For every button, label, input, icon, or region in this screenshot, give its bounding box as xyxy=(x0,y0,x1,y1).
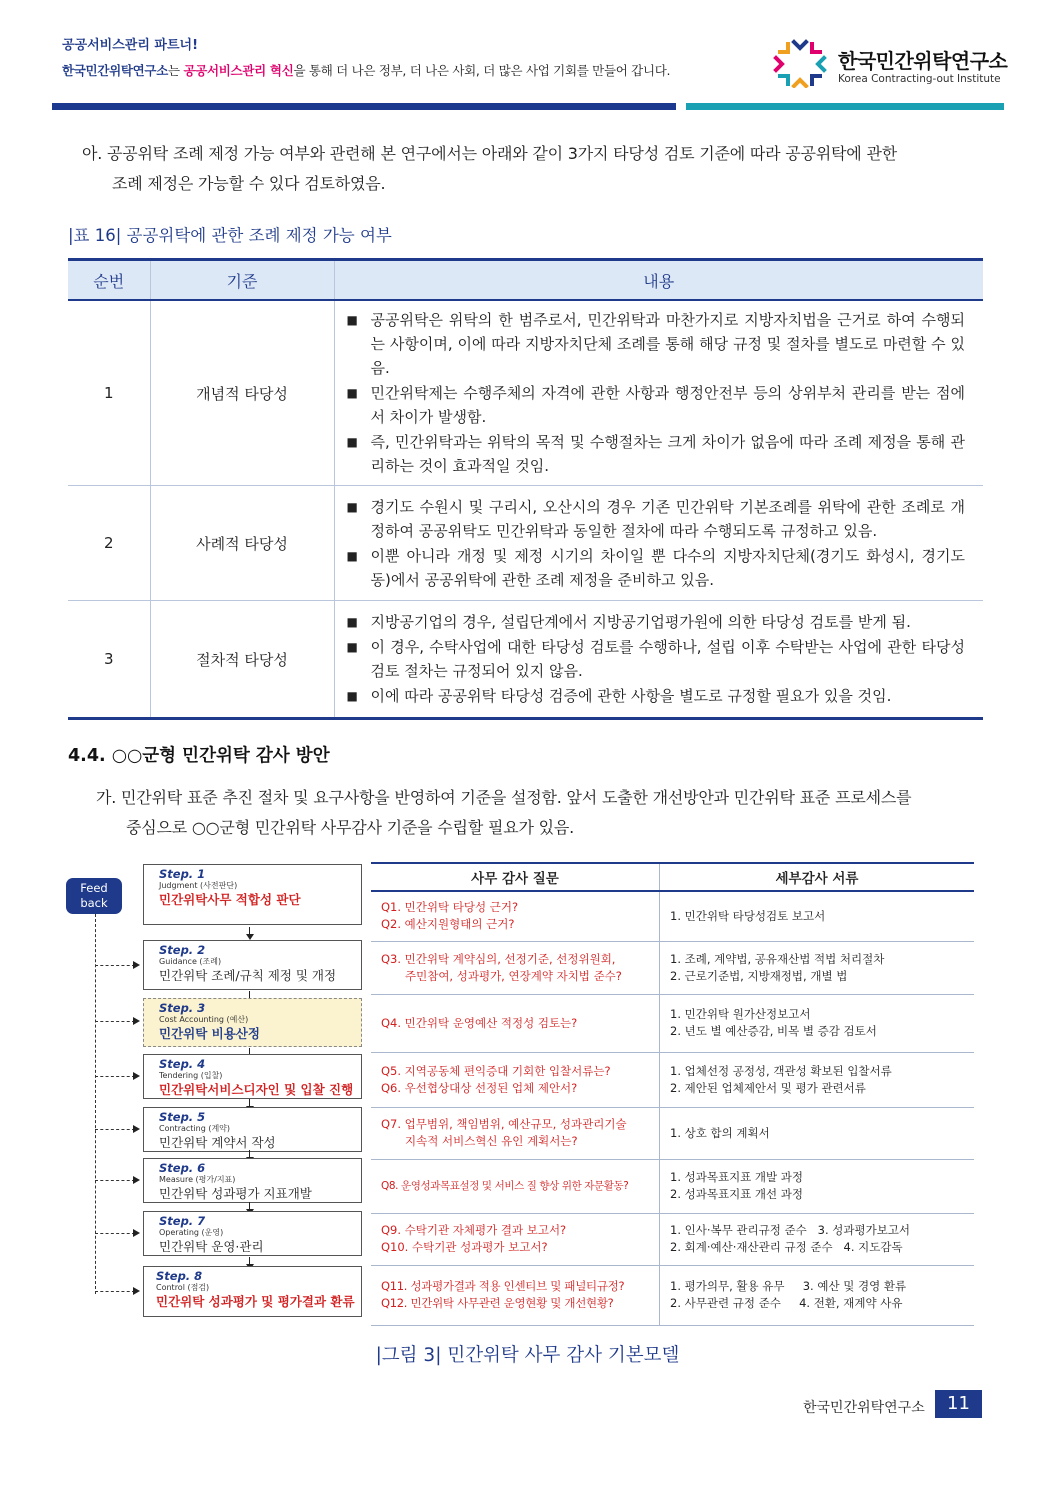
feedback-arrow-line xyxy=(95,1180,135,1181)
table-title: |표 16| 공공위탁에 관한 조례 제정 가능 여부 xyxy=(68,226,392,245)
process-step-5: Step. 5 Contracting (계약) 민간위탁 계약서 작성 xyxy=(143,1107,362,1152)
header-tagline: 공공서비스관리 파트너! xyxy=(62,38,199,53)
logo-korean-name: 한국민간위탁연구소 xyxy=(838,49,1008,73)
feedback-label-2: back xyxy=(80,896,108,910)
arrow-right-icon xyxy=(133,1176,140,1184)
square-bullet-icon: ■ xyxy=(346,689,358,703)
bullet-item: ■ 이에 따라 공공위탁 타당성 검증에 관한 사항을 별도로 규정할 필요가 있을 것임. xyxy=(347,684,966,708)
table-row xyxy=(68,601,983,719)
audit-documents: 1. 조례, 계약법, 공유재산법 적법 처리절차 2. 근로기준법, 지방재정법, 개별 법 xyxy=(660,941,975,994)
table-row xyxy=(68,300,983,486)
arrow-right-icon xyxy=(133,961,140,969)
audit-questions: Q8. 운영성과목표설정 및 서비스 질 향상 위한 자문활동? xyxy=(371,1159,660,1213)
row-content xyxy=(334,601,983,719)
arrow-right-icon xyxy=(133,1125,140,1133)
audit-documents: 1. 인사·복무 관리규정 준수 3. 성과평가보고서 2. 회계·예산·재산관리 규정 준수 4. 지도감독 xyxy=(660,1213,975,1265)
feedback-arrow-line xyxy=(95,1021,135,1022)
arrow-right-icon xyxy=(133,1017,140,1025)
feedback-arrow-line xyxy=(95,1129,135,1130)
square-bullet-icon: ■ xyxy=(346,499,358,514)
bullet-item: ■ 이뿐 아니라 개정 및 제정 시기의 차이일 뿐 다수의 지방자치단체(경기도 화성시, 경기도 동)에서 공공위탁에 관한 조례 제정을 준비하고 있음. xyxy=(347,544,966,592)
intro-line-2: 조례 제정은 가능할 수 있다 검토하였음. xyxy=(112,174,386,193)
figure-caption: |그림 3| 민간위탁 사무 감사 기본모델 xyxy=(375,1345,680,1366)
slogan-connector: 는 xyxy=(167,63,184,78)
audit-header-row xyxy=(371,863,974,891)
section-line-1: 가. 민간위탁 표준 추진 절차 및 요구사항을 반영하여 기준을 설정함. 앞서 도출한 개선방안과 민간위탁 표준 프로세스를 xyxy=(96,788,912,807)
feedback-arrow-line xyxy=(95,1076,135,1077)
feedback-box xyxy=(66,878,122,914)
process-step-8: Step. 8 Control (점검) 민간위탁 성과평가 및 평가결과 환류 xyxy=(143,1266,362,1317)
audit-row xyxy=(371,1159,974,1213)
feedback-connector-line xyxy=(95,914,96,1294)
row-number: 1 xyxy=(68,300,150,486)
audit-row xyxy=(371,1213,974,1265)
arrow-right-icon xyxy=(133,1229,140,1237)
row-content xyxy=(334,486,983,601)
intro-line-1: 아. 공공위탁 조례 제정 가능 여부와 관련해 본 연구에서는 아래와 같이 3가지 타당성 검토 기준에 따라 공공위탁에 관한 xyxy=(82,144,897,163)
bullet-item: ■ 민간위탁제는 수행주체의 자격에 관한 사항과 행정안전부 등의 상위부처 관리를 받는 점에서 차이가 발생함. xyxy=(347,381,966,429)
process-step-6: Step. 6 Measure (평가/지표) 민간위탁 성과평가 지표개발 xyxy=(143,1158,362,1203)
col-header-criterion: 기준 xyxy=(150,260,334,301)
square-bullet-icon: ■ xyxy=(346,548,358,563)
bullet-item: ■ 즉, 민간위탁과는 위탁의 목적 및 수행절차는 크게 차이가 없음에 따라 조례 제정을 통해 관리하는 것이 효과적일 것임. xyxy=(347,430,966,478)
square-bullet-icon: ■ xyxy=(346,615,358,629)
audit-col-questions: 사무 감사 질문 xyxy=(371,863,660,891)
row-criterion: 절차적 타당성 xyxy=(150,601,334,719)
arrow-down-icon xyxy=(249,927,250,937)
square-bullet-icon: ■ xyxy=(346,313,358,327)
bullet-item: ■ 공공위탁은 위탁의 한 범주로서, 민간위탁과 마찬가지로 지방자치법을 근거로 하여 수행되는 사항이며, 이에 따라 지방자치단체 조례를 통해 해당 규정 및 절차를 별도로 마련할 수 있음. xyxy=(347,308,966,380)
feedback-arrow-line xyxy=(95,1291,135,1292)
row-criterion: 개념적 타당성 xyxy=(150,300,334,486)
page-number: 11 xyxy=(935,1390,982,1418)
bullet-item: ■ 경기도 수원시 및 구리시, 오산시의 경우 기존 민간위탁 기본조례를 위탁에 관한 조례로 개정하여 공공위탁도 민간위탁과 동일한 절차에 따라 수행되도록 규정하고 있음. xyxy=(347,495,966,543)
institute-logo-icon xyxy=(772,36,832,88)
footer-org: 한국민간위탁연구소 xyxy=(803,1400,925,1416)
square-bullet-icon: ■ xyxy=(346,435,358,449)
feedback-arrow-line xyxy=(95,965,135,966)
audit-row xyxy=(371,1265,974,1325)
section-line-2: 중심으로 ○○군형 민간위탁 사무감사 기준을 수립할 필요가 있음. xyxy=(126,818,575,837)
audit-documents: 1. 상호 합의 계획서 xyxy=(660,1107,975,1159)
audit-questions: Q11. 성과평가결과 적용 인센티브 및 패널티규정? Q12. 민간위탁 사무관련 운영현황 및 개선현황? xyxy=(371,1265,660,1325)
bullet-item: ■ 지방공기업의 경우, 설립단계에서 지방공기업평가원에 의한 타당성 검토를 받게 됨. xyxy=(347,610,966,634)
table-header-row xyxy=(68,260,983,301)
slogan-rest: 을 통해 더 나은 정부, 더 나은 사회, 더 많은 사업 기회를 만들어 갑니다. xyxy=(293,63,671,78)
audit-row xyxy=(371,941,974,994)
row-criterion: 사례적 타당성 xyxy=(150,486,334,601)
square-bullet-icon: ■ xyxy=(346,386,358,400)
section-title: 4.4. ○○군형 민간위탁 감사 방안 xyxy=(68,746,330,766)
square-bullet-icon: ■ xyxy=(346,640,358,654)
audit-row xyxy=(371,994,974,1052)
table-row xyxy=(68,486,983,601)
audit-questions: Q1. 민간위탁 타당성 근거? Q2. 예산지원형태의 근거? xyxy=(371,891,660,941)
audit-questions: Q3. 민간위탁 계약심의, 선정기준, 선정위원회, 주민참여, 성과평가, 연장계약 자치법 준수? xyxy=(371,941,660,994)
slogan-org: 한국민간위탁연구소 xyxy=(62,63,168,78)
audit-documents: 1. 평가의무, 활용 유무 3. 예산 및 경영 환류 2. 사무관련 규정 준수 4. 전환, 재계약 사유 xyxy=(660,1265,975,1325)
audit-documents: 1. 성과목표지표 개발 과정 2. 성과목표지표 개선 과정 xyxy=(660,1159,975,1213)
process-step-2: Step. 2 Guidance (조례) 민간위탁 조례/규칙 제정 및 개정 xyxy=(143,940,362,990)
process-step-4: Step. 4 Tendering (입찰) 민간위탁서비스디자인 및 입찰 진행 xyxy=(143,1054,362,1099)
feasibility-table xyxy=(68,258,983,720)
audit-documents: 1. 민간위탁 원가산정보고서 2. 년도 별 예산증감, 비목 별 증감 검토서 xyxy=(660,994,975,1052)
header-rule-blue xyxy=(52,103,676,110)
arrow-right-icon xyxy=(133,1072,140,1080)
audit-documents: 1. 업체선정 공정성, 객관성 확보된 입찰서류 2. 제안된 업체제안서 및 평가 관련서류 xyxy=(660,1052,975,1107)
audit-table xyxy=(371,862,974,1326)
process-step-7: Step. 7 Operating (운영) 민간위탁 운영·관리 xyxy=(143,1211,362,1256)
slogan-highlight: 공공서비스관리 혁신 xyxy=(183,63,294,78)
col-header-content: 내용 xyxy=(334,260,983,301)
row-number: 2 xyxy=(68,486,150,601)
audit-questions: Q9. 수탁기관 자체평가 결과 보고서? Q10. 수탁기관 성과평가 보고서? xyxy=(371,1213,660,1265)
audit-questions: Q7. 업무범위, 책임범위, 예산규모, 성과관리기술 지속적 서비스혁신 유인 계획서는? xyxy=(371,1107,660,1159)
bullet-item: ■ 이 경우, 수탁사업에 대한 타당성 검토를 수행하나, 설립 이후 수탁받는 사업에 관한 타당성 검토 절차는 규정되어 있지 않음. xyxy=(347,635,966,683)
audit-row xyxy=(371,891,974,941)
audit-row xyxy=(371,1107,974,1159)
section-paragraph xyxy=(96,783,986,843)
intro-paragraph xyxy=(82,139,987,199)
row-content xyxy=(334,300,983,486)
audit-col-documents: 세부감사 서류 xyxy=(660,863,975,891)
audit-row xyxy=(371,1052,974,1107)
arrow-right-icon xyxy=(133,1287,140,1295)
col-header-no: 순번 xyxy=(68,260,150,301)
logo-english-name: Korea Contracting-out Institute xyxy=(838,73,1001,85)
feedback-arrow-line xyxy=(95,1233,135,1234)
audit-questions: Q5. 지역공동체 편익증대 기회한 입찰서류는? Q6. 우선협상대상 선정된 업체 제안서? xyxy=(371,1052,660,1107)
feedback-label-1: Feed xyxy=(80,881,108,895)
audit-questions: Q4. 민간위탁 운영예산 적정성 검토는? xyxy=(371,994,660,1052)
process-step-1: Step. 1 Judgment (사전판단) 민간위탁사무 적합성 판단 xyxy=(143,864,362,925)
header-slogan xyxy=(62,61,670,79)
audit-documents: 1. 민간위탁 타당성검토 보고서 xyxy=(660,891,975,941)
row-number: 3 xyxy=(68,601,150,719)
header-rule-teal xyxy=(686,103,1004,110)
process-step-3: Step. 3 Cost Accounting (예산) 민간위탁 비용산정 xyxy=(143,998,362,1047)
